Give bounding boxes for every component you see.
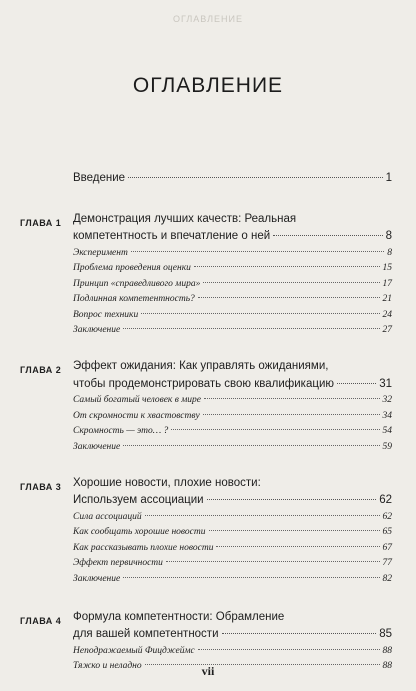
- dot-leader: [337, 371, 376, 384]
- chapter-page: 62: [379, 494, 392, 506]
- section-title: Эффект первичности: [73, 558, 163, 568]
- section-page: 15: [382, 263, 392, 273]
- dot-leader: [123, 567, 379, 578]
- toc-chapter[interactable]: [20, 212, 392, 338]
- dot-leader: [194, 257, 380, 268]
- section-title: Заключение: [73, 441, 121, 452]
- chapter-title-line: Хорошие новости, плохие новости:: [73, 476, 261, 489]
- section-page: 27: [382, 325, 392, 335]
- dot-leader: [141, 303, 379, 314]
- section-page: 34: [382, 410, 392, 421]
- section-page: 54: [382, 426, 392, 436]
- section-title: Как рассказывать плохие новости: [73, 542, 214, 553]
- dot-leader: [128, 165, 383, 178]
- section-title: Заключение: [73, 573, 121, 584]
- page-title: ОГЛАВЛЕНИЕ: [132, 74, 284, 97]
- toc-section[interactable]: [73, 570, 392, 586]
- section-page: 88: [382, 645, 392, 656]
- section-title: Принцип «справедливого мира»: [73, 278, 201, 289]
- dot-leader: [198, 639, 380, 650]
- section-page: 77: [382, 558, 392, 568]
- section-title: Неподражаемый Фицджеймс: [73, 645, 195, 656]
- dot-leader: [198, 288, 380, 299]
- toc-intro[interactable]: [20, 168, 392, 186]
- intro-page: 1: [385, 171, 392, 184]
- toc-chapter[interactable]: [20, 359, 392, 454]
- chapter-title-line: компетентность и впечатление о ней: [73, 230, 271, 242]
- section-page: 21: [382, 294, 392, 304]
- section-title: Заключение: [73, 325, 121, 335]
- section-title: Эксперимент: [73, 247, 128, 258]
- section-page: 65: [382, 527, 392, 537]
- dot-leader: [207, 488, 377, 501]
- toc-chapter[interactable]: [20, 476, 392, 586]
- dot-leader: [123, 319, 379, 330]
- chapter-label: ГЛАВА 2: [20, 365, 62, 375]
- chapter-list: [20, 212, 392, 674]
- section-title: Подлинная компетентность?: [73, 294, 195, 304]
- dot-leader: [166, 552, 380, 563]
- page-number: vii: [201, 664, 215, 678]
- dot-leader: [203, 404, 380, 415]
- section-title: Тяжко и неладно: [73, 661, 142, 671]
- chapter-title-line: для вашей компетентности: [73, 628, 219, 640]
- chapter-page: 31: [379, 377, 392, 390]
- dot-leader: [131, 241, 384, 252]
- section-title: Самый богатый человек в мире: [73, 395, 202, 405]
- section-page: 17: [382, 278, 392, 289]
- dot-leader: [203, 272, 379, 283]
- section-page: 59: [382, 441, 392, 452]
- dot-leader: [209, 521, 380, 532]
- chapter-label: ГЛАВА 1: [20, 217, 62, 228]
- chapter-title-line: Формула компетентности: Обрамление: [73, 610, 285, 623]
- section-title: Скромность — это… ?: [73, 426, 169, 436]
- dot-leader: [145, 505, 380, 516]
- dot-leader: [171, 420, 379, 431]
- chapter-page: 85: [379, 628, 392, 640]
- section-title: Как сообщать хорошие новости: [73, 527, 206, 537]
- chapter-title-line: Эффект ожидания: Как управлять ожиданиями,: [73, 360, 329, 372]
- section-page: 67: [382, 542, 392, 553]
- section-page: 62: [382, 511, 392, 522]
- intro-title: Введение: [73, 171, 126, 184]
- dot-leader: [222, 622, 377, 635]
- chapter-title-line: чтобы продемонстрировать свою квалификацию: [73, 377, 334, 390]
- section-title: Проблема проведения оценки: [73, 263, 191, 273]
- chapter-page: 8: [385, 230, 392, 242]
- section-page: 32: [382, 395, 392, 405]
- running-head: ОГЛАВЛЕНИЕ: [172, 14, 244, 24]
- dot-leader: [216, 536, 379, 547]
- section-page: 82: [382, 573, 392, 584]
- chapter-label: ГЛАВА 4: [20, 615, 62, 626]
- dot-leader: [273, 224, 382, 237]
- chapter-title-line: Демонстрация лучших качеств: Реальная: [73, 212, 297, 225]
- section-title: Сила ассоциаций: [73, 511, 142, 522]
- section-title: От скромности к хвастовству: [73, 410, 200, 421]
- dot-leader: [204, 389, 379, 400]
- chapter-title-line: Используем ассоциации: [73, 494, 204, 506]
- toc-section[interactable]: [73, 322, 392, 338]
- table-of-contents: [20, 168, 392, 673]
- section-page: 8: [387, 247, 392, 258]
- chapter-label: ГЛАВА 3: [20, 481, 62, 492]
- toc-section[interactable]: [73, 438, 392, 454]
- section-page: 24: [382, 309, 392, 320]
- section-title: Вопрос техники: [73, 309, 139, 320]
- section-page: 88: [382, 661, 392, 671]
- dot-leader: [123, 435, 379, 446]
